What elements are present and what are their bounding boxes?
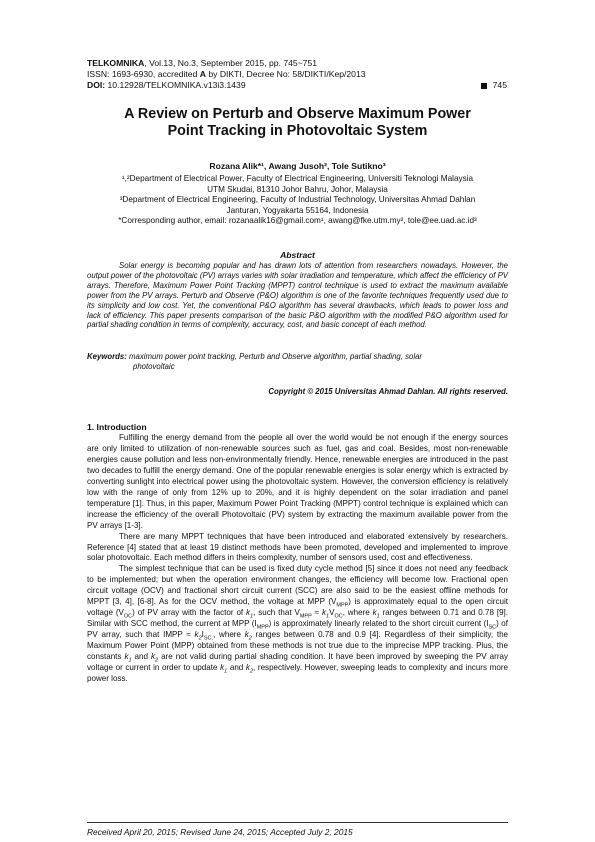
keywords [87, 352, 508, 372]
affiliation-2-line-2: Janturan, Yogyakarta 55164, Indonesia [226, 205, 369, 215]
keywords-line-2: photovoltaic [133, 361, 175, 371]
affiliation-1-line-2: UTM Skudai, 81310 Johor Bahru, Johor, Malaysia [207, 184, 388, 194]
page-number [481, 80, 507, 90]
doi-label: DOI: [87, 80, 106, 90]
doi-line [87, 80, 246, 91]
journal-citation [87, 58, 317, 69]
citation-details: , Vol.13, No.3, September 2015, pp. 745~751 [144, 58, 318, 68]
affiliation-2-line-1: ³Department of Electrical Engineering, Faculty of Industrial Technology, Universitas Ahmad Dahlan [119, 195, 476, 204]
accreditation-grade: A [199, 69, 206, 79]
keywords-line-1: maximum power point tracking, Perturb and Observe algorithm, partial shading, solar [129, 352, 422, 361]
doi-link[interactable]: 10.12928/TELKOMNIKA.v13i3.1439 [107, 80, 246, 90]
footer-divider [87, 822, 508, 823]
title-line-1: A Review on Perturb and Observe Maximum Power [124, 106, 471, 122]
introduction-body [87, 433, 508, 685]
paragraph-1: Fulfilling the energy demand from the people all over the world would be not enough if the energy sources are only limited to utilization of non-renewable sources such as fuel, gas and coal. Besides, most non-renewable energies cause pollution and less non-environmentally friendly. Hence, renewable energies are introduced in the past two decades to fulfill the energy demand. One of the popular renewable energies is solar energy which is extracted by converting sunlight into electrical power using the photovoltaic system. However, the conversion efficiency is relatively low with the range of only from 12% up to 20%, and it is highly dependent on the solar irradiation and panel temperature [1]. Thus, in this paper, Maximum Power Point Tracking (MPPT) control technique is explained which can increase the efficiency of the overall Photovoltaic (PV) system by extracting the maximum available power from the PV arrays [1-3]. [87, 433, 508, 530]
abstract-text: Solar energy is becoming popular and has drawn lots of attention from researchers nowadays. However, the output power of the photovoltaic (PV) arrays varies with solar irradiation and temperature, which affect the efficiency of PV arrays. Therefore, Maximum Power Point Tracking (MPPT) control technique is used to extract the maximum available power from the PV arrays. Perturb and Observe (P&O) algorithm is one of the favorite techniques frequently used due to its simplicity and low cost. Yet, the conventional P&O algorithm has several drawbacks, which leads to power loss and lack of efficiency. This paper presents comparison of the basic P&O algorithm with the modified P&O algorithm used for partial shading condition in terms of complexity, accuracy, cost, and basic concept of each method. [87, 261, 508, 330]
accreditation-text: by DIKTI, Decree No: 58/DIKTI/Kep/2013 [208, 69, 366, 79]
paragraph-2: There are many MPPT techniques that have been introduced and elaborated extensively by researchers. Reference [4] stated that at least 19 distinct methods have been promoted, developed and implemented to improve solar photovoltaic. Each method differs in theirs complexity, number of sensors used, cost and effectiveness. [87, 531, 508, 563]
affiliation-2 [87, 195, 508, 216]
copyright: Copyright © 2015 Universitas Ahmad Dahlan. All rights reserved. [268, 387, 508, 396]
corresponding-author: *Corresponding author, email: rozanaalik16@gmail.com¹, awang@fke.utm.my², tole@ee.uad.ac.id³ [118, 216, 477, 225]
page-number-text: 745 [492, 80, 507, 90]
keywords-label: Keywords: [87, 352, 127, 361]
received-dates: Received April 20, 2015; Revised June 24, 2015; Accepted July 2, 2015 [87, 827, 353, 837]
issn-text: ISSN: 1693-6930, accredited [87, 69, 198, 79]
paper-title [87, 106, 508, 140]
title-line-2: Point Tracking in Photovoltaic System [167, 123, 428, 139]
paragraph-3: The simplest technique that can be used is fixed duty cycle method [5] since it does not need any feedback to be implemented; but when the operation environment changes, the efficiency will become low. Fractional open circuit voltage (OCV) and fractional short circuit current (SCC) are also said to be the easiest offline methods for MPPT [3, 4], [6-8]. As for the OCV method, the voltage at MPP $(V_{MPP})$ is approximately equal to the open circuit voltage $(V_{OC})$ of PV array with the factor of $k_1$, such that $V_{MPP} \approx k_1V_{OC}$, where $k_1$ ranges between 0.71 and 0.78 [9]. Similar with SCC method, the current at MPP $(I_{MPP})$ is approximately linearly related to the short circuit current $(I_{SC})$ of PV array, such that IMPP ≈ $k_2I_{SC,}$, where $k_2$ ranges between 0.78 and 0.9 [4]. Regardless of their simplicity, the Maximum Power Point (MPP) obtained from these methods is not true due to the imprecise MPP tracking. Plus, the constants $k_1$ and $k_2$ are not valid during partial shading condition. It have been improved by sweeping the PV array voltage or current in order to update $k_1$ and $k_2$, respectively. However, sweeping leads to complexity and incurs more power loss. [87, 564, 509, 683]
section-heading-introduction: 1. Introduction [87, 422, 147, 432]
affiliation-1-line-1: ¹,²Department of Electrical Power, Faculty of Electrical Engineering, Universiti Teknologi Malaysia [121, 174, 474, 183]
affiliation-1 [87, 174, 508, 195]
issn-line [87, 69, 366, 80]
abstract-heading: Abstract [280, 250, 315, 260]
authors: Rozana Alik*¹, Awang Jusoh², Tole Sutikno³ [209, 161, 386, 171]
square-bullet-icon [481, 83, 487, 89]
journal-name: TELKOMNIKA [87, 58, 145, 68]
